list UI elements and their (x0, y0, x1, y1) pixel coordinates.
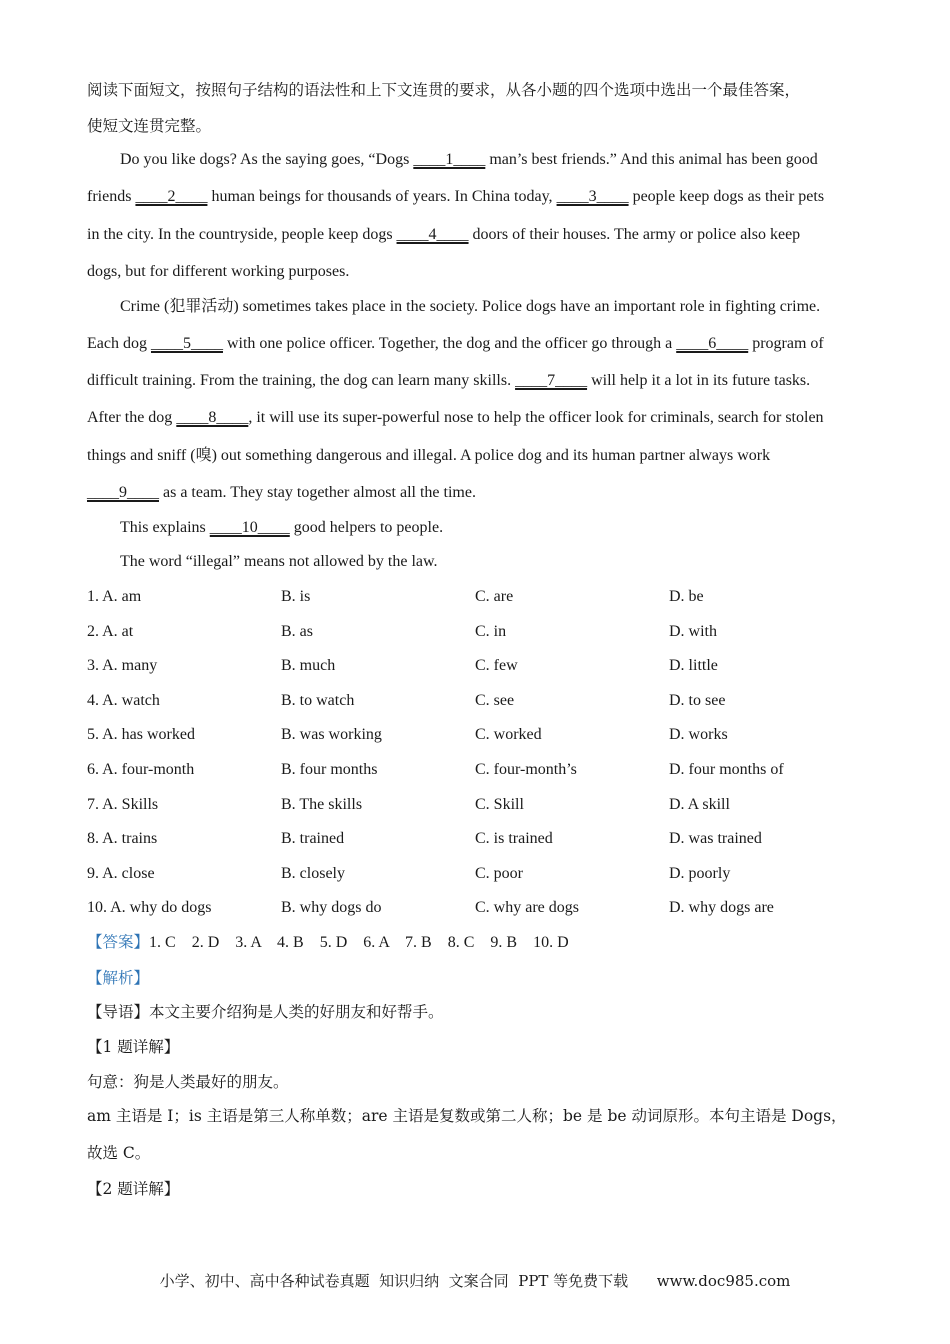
option-a: 8. A. trains (87, 830, 158, 848)
option-a: 1. A. am (87, 588, 142, 605)
passage-line: friends ____2____ human beings for thousands of years. In China today, ____3____ people keep dogs as their pets (87, 188, 825, 205)
blank-1: ____1____ (413, 151, 486, 168)
blank-9: ____9____ (87, 484, 159, 501)
option-b: B. closely (281, 864, 345, 882)
option-b: B. four months (281, 761, 378, 778)
option-b: B. to watch (281, 691, 355, 709)
option-c: C. worked (475, 726, 542, 744)
answer-line (87, 932, 569, 953)
option-c: C. why are dogs (475, 899, 579, 917)
question-options-row (87, 864, 862, 886)
question-options-row (87, 725, 862, 747)
blank-10: ____10____ (209, 519, 290, 536)
question-options-row (87, 691, 862, 713)
passage-line: things and sniff (嗅) out something dangerous and illegal. A police dog and its human partner always work (87, 447, 771, 464)
passage-line: in the city. In the countryside, people keep dogs ____4____ doors of their houses. The army or police also keep (87, 226, 801, 243)
q2-heading: 【2 题详解】 (87, 1180, 180, 1198)
q1-detail-line-2: 故选 C。 (87, 1144, 151, 1162)
passage-line: Do you like dogs? As the saying goes, “Dogs ____1____ man’s best friends.” And this animal has been good (120, 151, 818, 168)
passage-line: This explains ____10____ good helpers to people. (120, 519, 444, 536)
option-a: 9. A. close (87, 864, 155, 882)
option-b: B. why dogs do (281, 899, 382, 917)
q1-detail-line-1: am 主语是 I；is 主语是第三人称单数；are 主语是复数或第二人称；be 是 be 动词原形。本句主语是 Dogs， (87, 1107, 847, 1125)
question-options-row (87, 760, 862, 782)
option-d: D. works (669, 726, 728, 744)
answer-label: 【答案】 (87, 933, 150, 951)
question-options-row (87, 656, 862, 678)
analysis-label: 【解析】 (87, 969, 150, 987)
option-a: 5. A. has worked (87, 726, 195, 744)
option-b: B. is (281, 588, 311, 605)
question-options-row (87, 587, 862, 609)
question-options-row (87, 898, 862, 920)
option-b: B. trained (281, 830, 345, 848)
option-c: C. in (475, 622, 507, 640)
option-d: D. four months of (669, 761, 784, 778)
option-b: B. much (281, 657, 336, 675)
option-d: D. to see (669, 691, 726, 709)
page-footer: 小学、初中、高中各种试卷真题 知识归纳 文案合同 PPT 等免费下载 www.doc985.com (159, 1272, 791, 1290)
blank-7: ____7____ (515, 372, 588, 389)
option-d: D. with (669, 622, 717, 640)
option-c: C. see (475, 691, 515, 709)
passage-line: difficult training. From the training, the dog can learn many skills. ____7____ will help it a lot in its future tasks. (87, 372, 811, 389)
option-a: 6. A. four-month (87, 761, 195, 778)
option-c: C. Skill (475, 795, 524, 813)
option-d: D. poorly (669, 864, 731, 882)
blank-4: ____4____ (396, 226, 469, 243)
option-b: B. The skills (281, 795, 363, 813)
option-d: D. was trained (669, 830, 762, 848)
option-c: C. four-month’s (475, 761, 577, 778)
option-c: C. is trained (475, 830, 553, 848)
option-d: D. why dogs are (669, 899, 774, 917)
q1-meaning: 句意：狗是人类最好的朋友。 (87, 1073, 289, 1091)
option-c: C. poor (475, 864, 523, 882)
blank-5: ____5____ (150, 335, 223, 352)
option-d: D. little (669, 657, 718, 675)
option-c: C. few (475, 657, 518, 675)
option-b: B. was working (281, 726, 382, 744)
question-options-row (87, 622, 862, 644)
blank-8: ____8____ (176, 409, 249, 426)
blank-6: ____6____ (676, 335, 749, 352)
guide-text: 【导语】本文主要介绍狗是人类的好朋友和好帮手。 (87, 1003, 444, 1021)
question-options-row (87, 829, 862, 851)
answer-text: 1. C 2. D 3. A 4. B 5. D 6. A 7. B 8. C 9. B 10. D (149, 934, 569, 951)
option-a: 10. A. why do dogs (87, 899, 212, 917)
passage-line: After the dog ____8____, it will use its super-powerful nose to help the officer look for criminals, search for stolen (87, 409, 824, 426)
option-b: B. as (281, 622, 313, 640)
instruction-line-1: 阅读下面短文，按照句子结构的语法性和上下文连贯的要求，从各小题的四个选项中选出一个最佳答案， (87, 81, 801, 99)
option-a: 7. A. Skills (87, 795, 159, 813)
option-d: D. be (669, 588, 704, 605)
passage-line: ____9____ as a team. They stay together almost all the time. (87, 484, 476, 501)
passage-line: dogs, but for different working purposes. (87, 263, 350, 280)
option-a: 4. A. watch (87, 691, 160, 709)
option-a: 2. A. at (87, 622, 134, 640)
option-d: D. A skill (669, 795, 730, 813)
question-options-row (87, 795, 862, 817)
option-a: 3. A. many (87, 657, 158, 675)
instruction-line-2: 使短文连贯完整。 (87, 117, 212, 135)
option-c: C. are (475, 588, 514, 605)
q1-heading: 【1 题详解】 (87, 1038, 180, 1056)
passage-line: Crime (犯罪活动) sometimes takes place in the society. Police dogs have an important role in fighting crime. (120, 298, 821, 315)
passage-line: Each dog ____5____ with one police officer. Together, the dog and the officer go through a ____6____ program of (87, 335, 824, 352)
passage-line: The word “illegal” means not allowed by the law. (120, 553, 438, 570)
blank-2: ____2____ (135, 188, 208, 205)
blank-3: ____3____ (556, 188, 629, 205)
